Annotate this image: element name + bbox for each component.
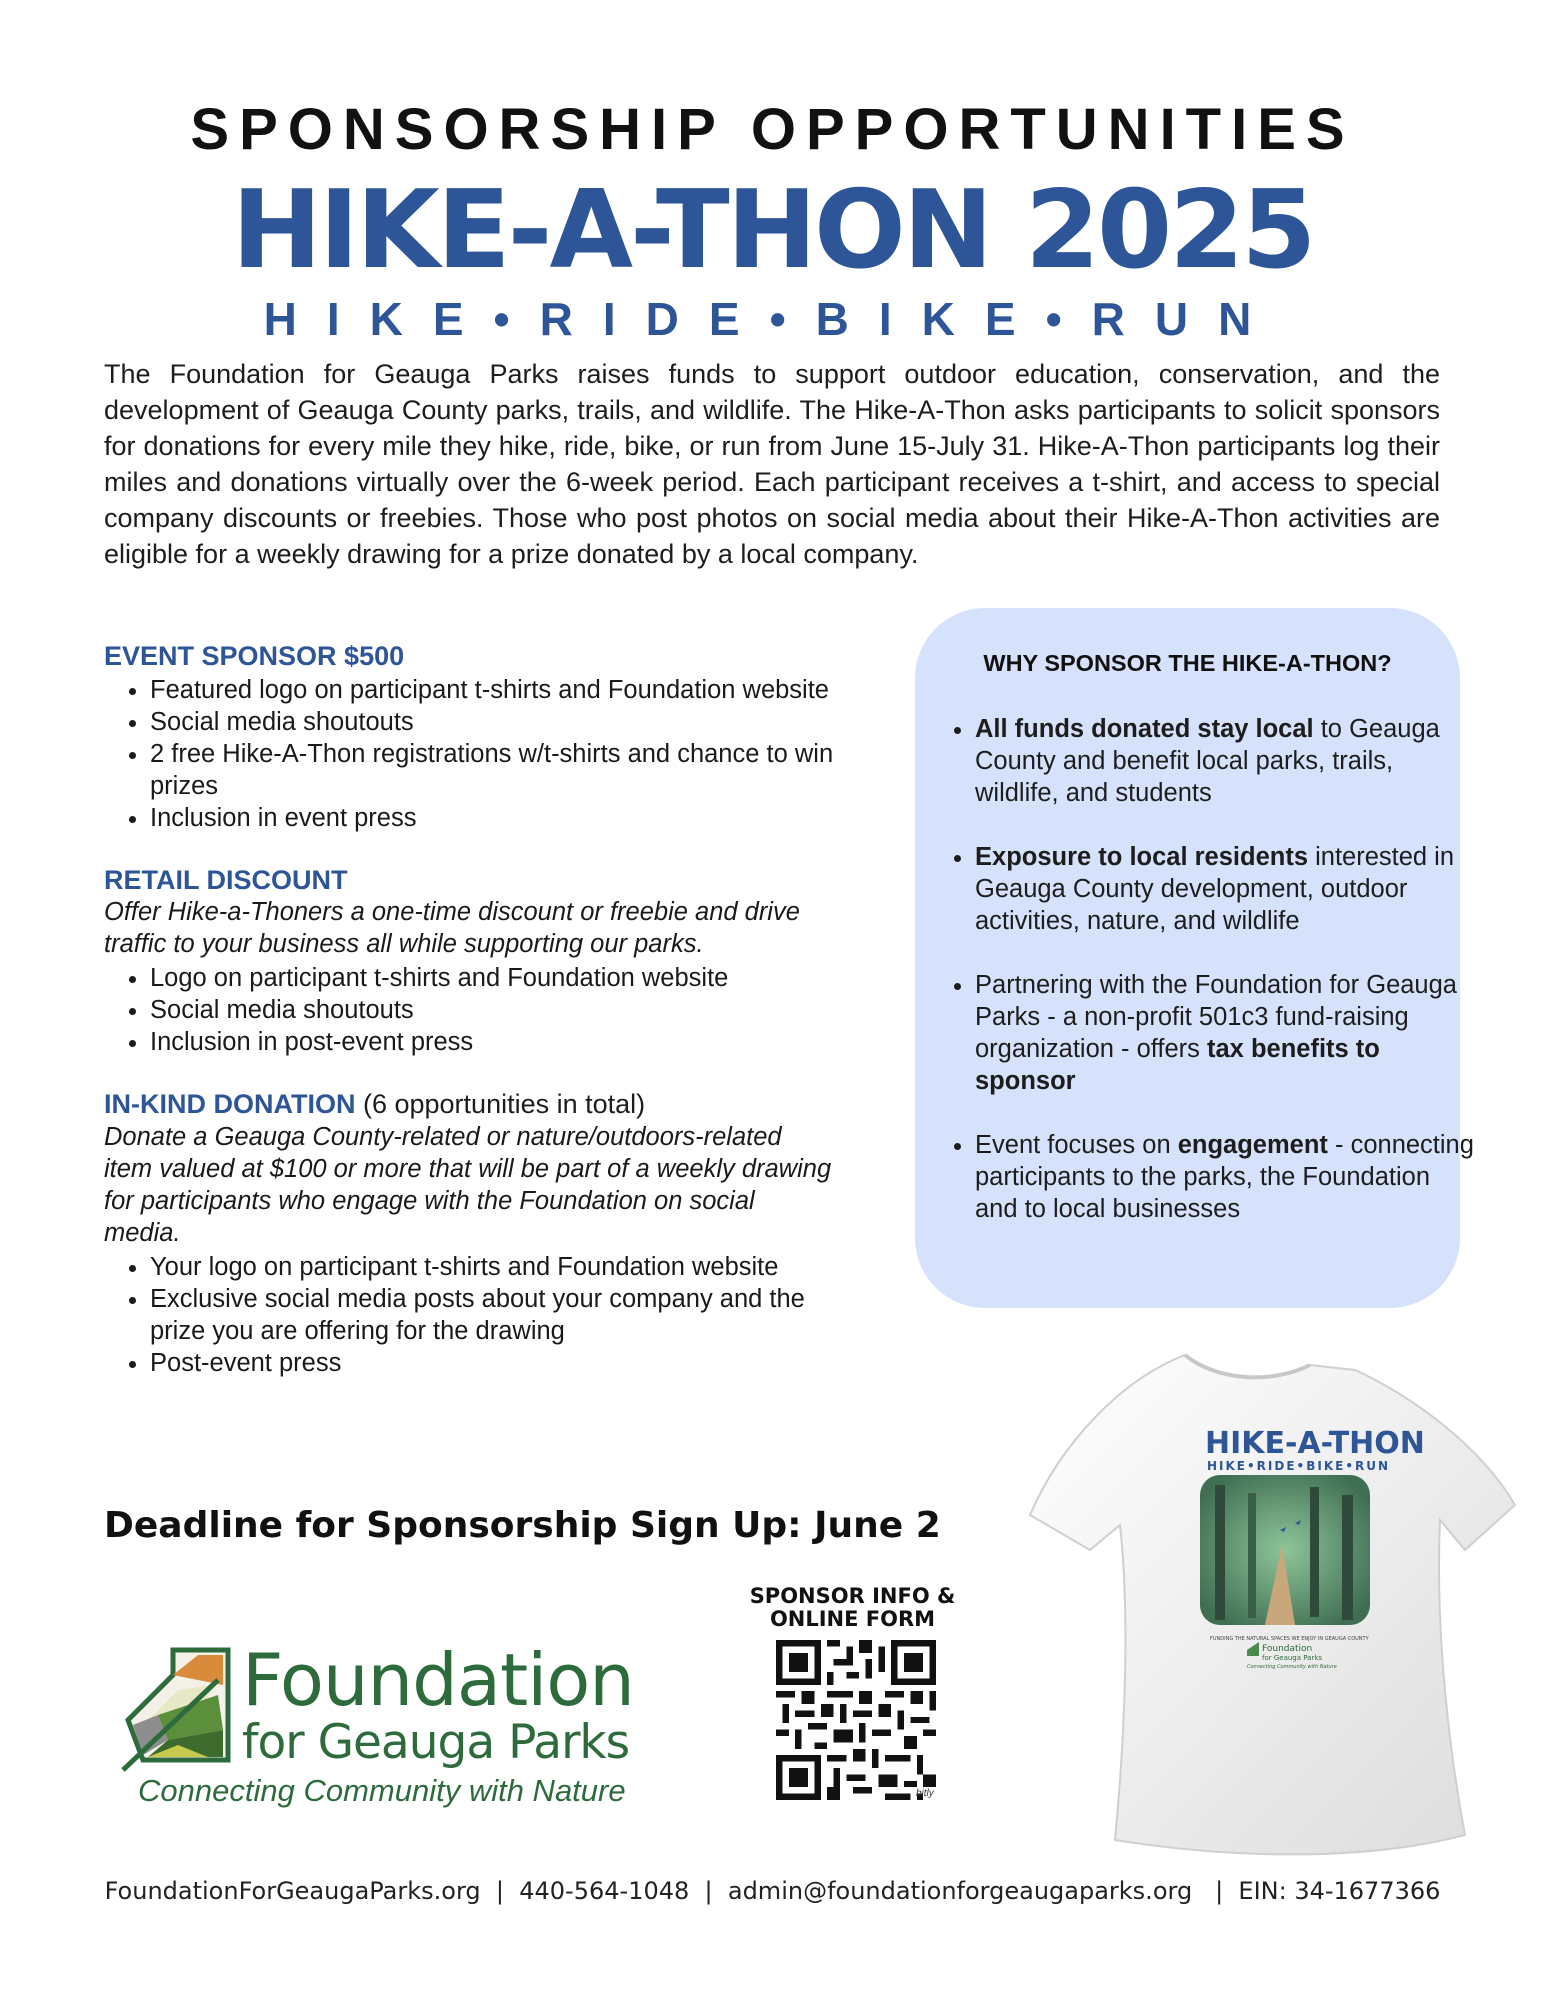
qr-brand: bitly [916, 1788, 934, 1799]
qr-label-line2: ONLINE FORM [769, 1607, 936, 1631]
retail-discount-heading: RETAIL DISCOUNT [104, 865, 348, 895]
list-item: • 2 free Hike-A-Thon registrations w/t-shirts and chance to win prizes [150, 738, 834, 802]
retail-discount-section [104, 864, 834, 1058]
leaf-logo-icon [118, 1640, 238, 1780]
list-item: • Social media shoutouts [150, 994, 834, 1026]
qr-label-line1: SPONSOR INFO & [749, 1584, 956, 1608]
event-sponsor-list [104, 674, 834, 834]
event-sponsor-heading: EVENT SPONSOR $500 [104, 641, 405, 671]
list-item [975, 713, 1475, 809]
list-item [975, 1129, 1475, 1225]
tshirt-subtitle: HIKE•RIDE•BIKE•RUN [1207, 1459, 1391, 1473]
list-item: • Logo on participant t-shirts and Foundation website [150, 962, 834, 994]
list-item: • Inclusion in post-event press [150, 1026, 834, 1058]
why-item-text: Partnering with the Foundation for Geauga Parks - a non-profit 501c3 fund-raising organization - offers [975, 971, 1457, 1063]
tshirt-logo-line1: Foundation [1262, 1644, 1313, 1654]
activities-tagline: HIKE•RIDE•BIKE•RUN [263, 293, 1282, 345]
why-item-bold: tax benefits to sponsor [975, 1035, 1380, 1095]
in-kind-list [104, 1251, 834, 1379]
intro-paragraph: The Foundation for Geauga Parks raises funds to support outdoor education, conservation, and the development of Geauga County parks, trails, and wildlife. The Hike-A-Thon asks participants to solicit sponsors for donations for every mile they hike, ride, bike, or run from June 15-July 31. Hike-A-Thon participants log their miles and donations virtually over the 6-week period. Each participant receives a t-shirt, and access to special company discounts or freebies. Those who post photos on social media about their Hike-A-Thon activities are eligible for a weekly drawing for a prize donated by a local company. [104, 359, 1440, 569]
why-item-bold: All funds donated stay local [975, 715, 1314, 743]
why-item-text: to Geauga County and benefit local parks, trails, wildlife, and students [975, 715, 1440, 807]
in-kind-section [104, 1088, 834, 1379]
tshirt-title: HIKE-A-THON [1205, 1426, 1425, 1461]
why-item-text: interested in Geauga County development, outdoor activities, nature, and wildlife [975, 843, 1455, 935]
tshirt-fine-print: FUNDING THE NATURAL SPACES WE ENJOY IN GEAUGA COUNTY [1210, 1636, 1369, 1642]
qr-code-icon[interactable] [776, 1640, 936, 1800]
why-item-text: Event focuses on [975, 1131, 1178, 1159]
event-sponsor-section [104, 640, 834, 834]
retail-discount-list [104, 962, 834, 1058]
why-item-text: - connecting participants to the parks, the Foundation and to local businesses [975, 1131, 1474, 1223]
in-kind-description: Donate a Geauga County-related or nature/outdoors-related item valued at $100 or more that will be part of a weekly drawing for participants who engage with the Foundation on social media. [104, 1123, 832, 1247]
sponsorship-levels [104, 640, 834, 1409]
list-item [975, 969, 1475, 1097]
tshirt-logo-line3: Connecting Community with Nature [1247, 1664, 1337, 1670]
logo-tagline: Connecting Community with Nature [138, 1773, 626, 1808]
retail-discount-description: Offer Hike-a-Thoners a one-time discount or freebie and drive traffic to your business all while supporting our parks. [104, 898, 800, 958]
why-item-bold: engagement [1177, 1131, 1328, 1159]
header-kicker: SPONSORSHIP OPPORTUNITIES [190, 97, 1355, 162]
why-item-bold: Exposure to local residents [975, 843, 1309, 871]
footer-contact: FoundationForGeaugaParks.org | 440-564-1048 | admin@foundationforgeaugaparks.org | EIN: 34-1677366 [104, 1877, 1441, 1905]
list-item: • Featured logo on participant t-shirts and Foundation website [150, 674, 834, 706]
in-kind-heading: IN-KIND DONATION [104, 1089, 356, 1119]
list-item: • Social media shoutouts [150, 706, 834, 738]
page-title: HIKE-A-THON 2025 [231, 168, 1314, 293]
in-kind-note: (6 opportunities in total) [355, 1089, 646, 1119]
tshirt-image [1010, 1335, 1530, 1865]
list-item: • Your logo on participant t-shirts and Foundation website [150, 1251, 834, 1283]
list-item: • Inclusion in event press [150, 802, 834, 834]
list-item: • Post-event press [150, 1347, 834, 1379]
list-item [975, 841, 1475, 937]
why-sponsor-title: WHY SPONSOR THE HIKE-A-THON? [983, 650, 1392, 676]
deadline-text: Deadline for Sponsorship Sign Up: June 2 [104, 1505, 941, 1546]
list-item: • Exclusive social media posts about your company and the prize you are offering for the drawing [150, 1283, 834, 1347]
why-sponsor-list [945, 713, 1475, 1257]
logo-foundation-text: Foundation [242, 1638, 634, 1722]
qr-label [735, 1585, 970, 1631]
logo-geauga-text: for Geauga Parks [242, 1715, 630, 1770]
tshirt-logo-line2: for Geauga Parks [1262, 1654, 1323, 1662]
